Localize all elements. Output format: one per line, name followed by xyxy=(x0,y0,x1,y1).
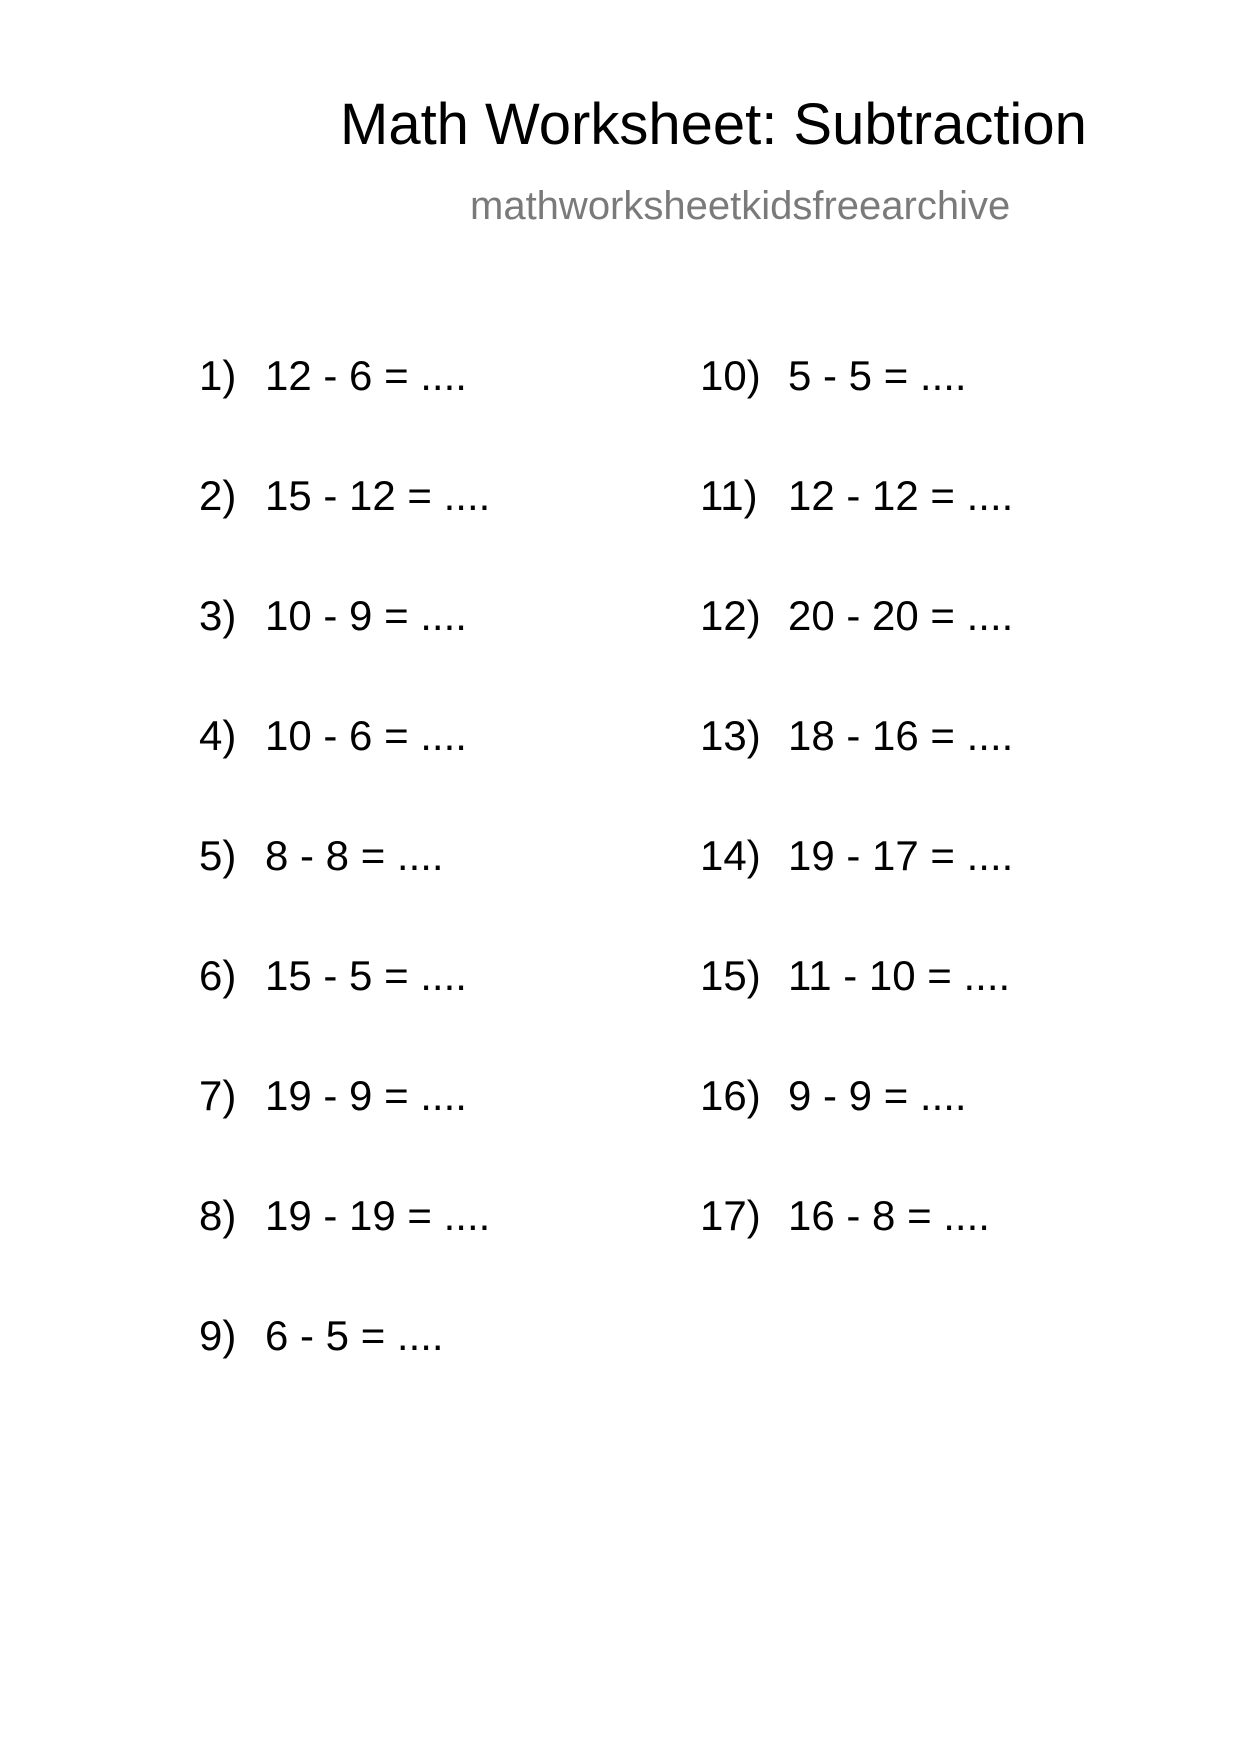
problem-item xyxy=(199,832,490,952)
problem-item xyxy=(199,1312,490,1432)
problem-expression: 20 - 20 = .... xyxy=(788,592,1014,639)
problem-number: 7) xyxy=(199,1072,237,1119)
problem-number: 16) xyxy=(700,1072,761,1119)
problem-number: 8) xyxy=(199,1192,237,1239)
problem-item xyxy=(700,592,1013,712)
problem-number: 6) xyxy=(199,952,237,999)
problem-number: 3) xyxy=(199,592,237,639)
problem-item xyxy=(700,472,1013,592)
problem-number: 12) xyxy=(700,592,761,639)
problem-item xyxy=(700,352,1013,472)
problem-number: 10) xyxy=(700,352,761,399)
worksheet-title: Math Worksheet: Subtraction xyxy=(340,92,1087,157)
problem-expression: 18 - 16 = .... xyxy=(788,712,1014,759)
problem-item xyxy=(199,352,490,472)
problem-item xyxy=(700,1072,1013,1192)
problem-expression: 19 - 19 = .... xyxy=(265,1192,491,1239)
problem-item xyxy=(700,952,1013,1072)
problem-expression: 5 - 5 = .... xyxy=(788,352,967,399)
problem-expression: 12 - 6 = .... xyxy=(265,352,467,399)
problem-number: 17) xyxy=(700,1192,761,1239)
problem-column-left xyxy=(199,352,490,1432)
problem-number: 5) xyxy=(199,832,237,879)
problem-expression: 6 - 5 = .... xyxy=(265,1312,444,1359)
problem-expression: 10 - 6 = .... xyxy=(265,712,467,759)
problem-column-right xyxy=(700,352,1013,1312)
problem-expression: 12 - 12 = .... xyxy=(788,472,1014,519)
problem-item xyxy=(700,832,1013,952)
problem-number: 13) xyxy=(700,712,761,759)
problem-expression: 9 - 9 = .... xyxy=(788,1072,967,1119)
problem-item xyxy=(700,712,1013,832)
problem-expression: 11 - 10 = .... xyxy=(788,952,1011,999)
problem-item xyxy=(199,952,490,1072)
problem-item xyxy=(700,1192,1013,1312)
problem-number: 15) xyxy=(700,952,761,999)
problem-number: 14) xyxy=(700,832,761,879)
problem-item xyxy=(199,472,490,592)
problem-expression: 8 - 8 = .... xyxy=(265,832,444,879)
problem-number: 11) xyxy=(700,472,758,519)
problem-item xyxy=(199,592,490,712)
problem-expression: 19 - 9 = .... xyxy=(265,1072,467,1119)
problem-expression: 16 - 8 = .... xyxy=(788,1192,990,1239)
problem-expression: 15 - 5 = .... xyxy=(265,952,467,999)
problem-expression: 19 - 17 = .... xyxy=(788,832,1014,879)
problem-number: 4) xyxy=(199,712,237,759)
problem-item xyxy=(199,712,490,832)
problem-expression: 15 - 12 = .... xyxy=(265,472,491,519)
problem-item xyxy=(199,1072,490,1192)
problem-item xyxy=(199,1192,490,1312)
problem-number: 1) xyxy=(199,352,237,399)
problem-expression: 10 - 9 = .... xyxy=(265,592,467,639)
problem-number: 9) xyxy=(199,1312,237,1359)
worksheet-subtitle: mathworksheetkidsfreearchive xyxy=(470,184,1011,228)
problem-number: 2) xyxy=(199,472,237,519)
